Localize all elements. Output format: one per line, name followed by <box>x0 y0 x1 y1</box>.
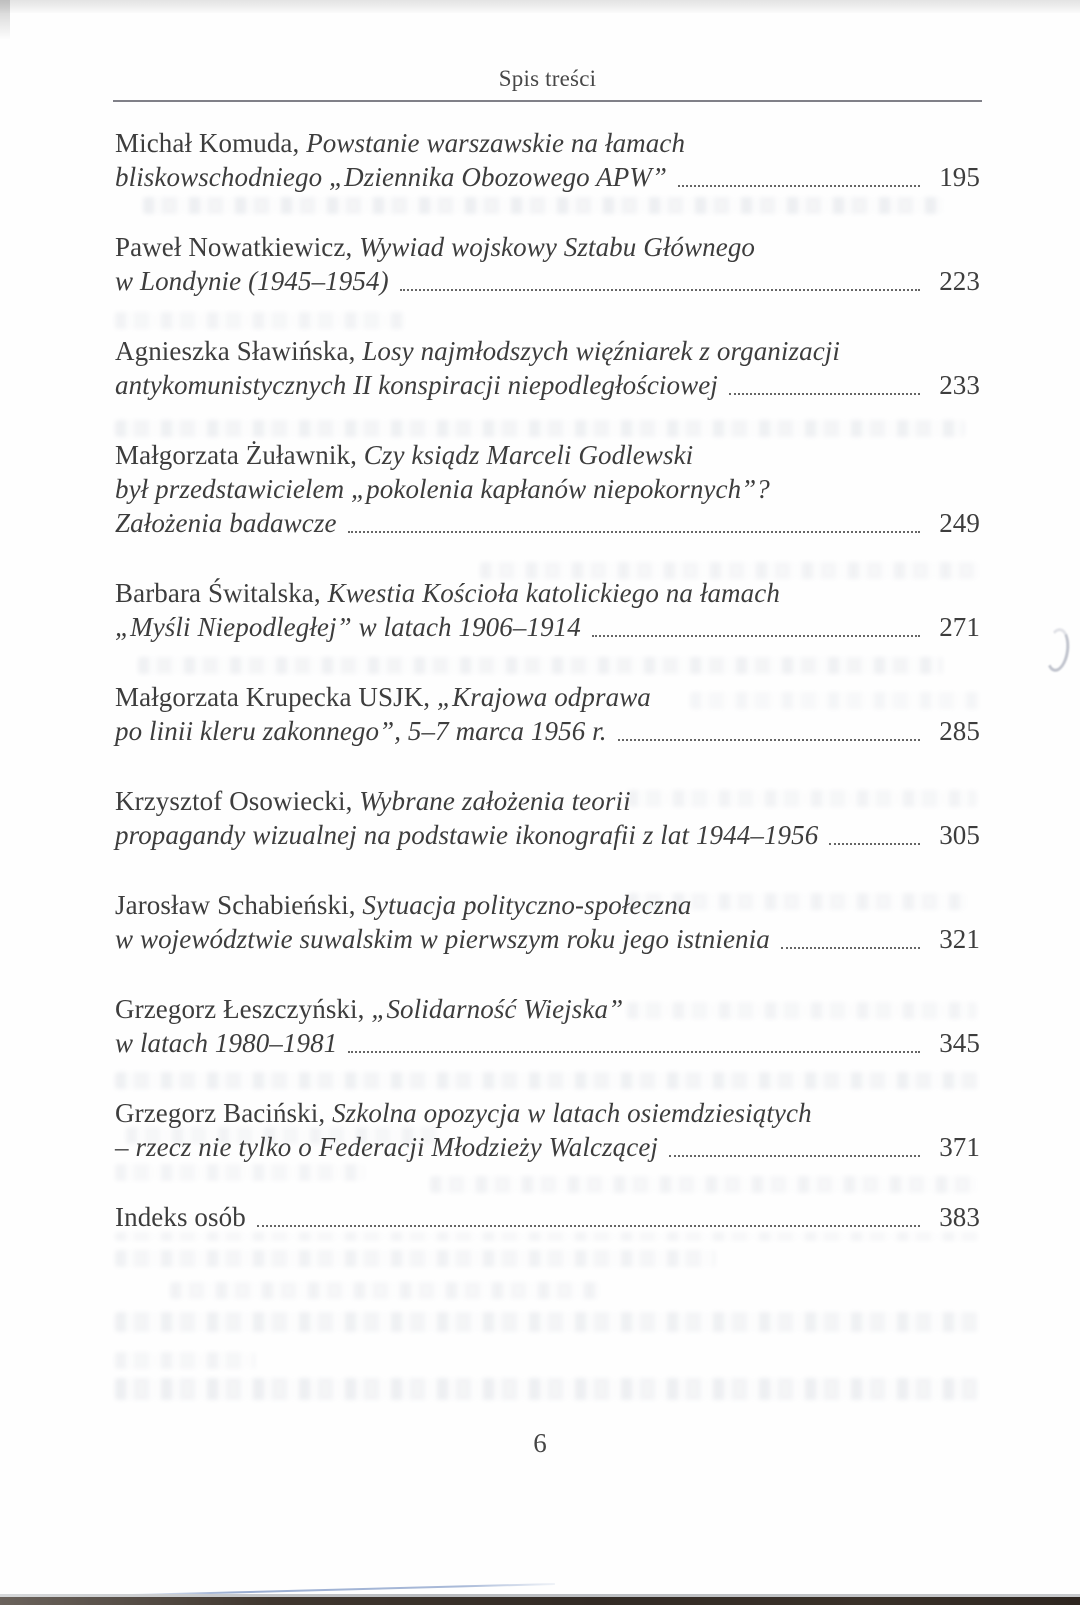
bleedthrough-artifact <box>115 1312 978 1332</box>
toc-page-number: 271 <box>939 612 980 642</box>
toc-title: Kwestia Kościoła katolickiego na łamach <box>327 578 780 608</box>
toc-entry-text <box>115 714 607 748</box>
scan-bottom-edge <box>0 1597 1080 1605</box>
toc-title: – rzecz nie tylko o Federacji Młodzieży Walczącej <box>115 1132 659 1162</box>
header-rule <box>113 100 982 102</box>
toc-title: propagandy wizualnej na podstawie ikonografii z lat 1944–1956 <box>115 820 819 850</box>
toc-title: w latach 1980–1981 <box>115 1028 338 1058</box>
toc-title: w województwie suwalskim w pierwszym roku jego istnienia <box>115 924 770 954</box>
toc-entry-text <box>115 1098 812 1128</box>
toc-author: Małgorzata Krupecka USJK, <box>115 682 437 712</box>
toc-entry <box>115 784 980 852</box>
toc-entry-line <box>115 438 980 472</box>
toc-page-number: 321 <box>939 924 980 954</box>
toc-entry-text <box>115 368 718 402</box>
toc-entry <box>115 576 980 644</box>
toc-list <box>115 126 980 1234</box>
dotted-leader <box>729 393 920 395</box>
toc-entry-line <box>115 784 980 818</box>
toc-entry-line <box>115 680 980 714</box>
toc-entry-text <box>115 1130 658 1164</box>
toc-page-number: 249 <box>939 508 980 538</box>
toc-page-number: 285 <box>939 716 980 746</box>
toc-entry-line <box>115 922 980 956</box>
toc-entry <box>115 888 980 956</box>
dotted-leader <box>348 1051 920 1053</box>
page-header <box>115 0 980 102</box>
toc-page-number: 195 <box>939 162 980 192</box>
toc-author: Krzysztof Osowiecki, <box>115 786 360 816</box>
toc-entry-line <box>115 1026 980 1060</box>
toc-author: Paweł Nowatkiewicz, <box>115 232 360 262</box>
toc-page-number: 305 <box>939 820 980 850</box>
toc-entry-line <box>115 472 980 506</box>
toc-entry-line <box>115 160 980 194</box>
toc-entry <box>115 230 980 298</box>
toc-entry-line <box>115 992 980 1026</box>
toc-entry-text <box>115 264 389 298</box>
toc-entry-text <box>115 786 631 816</box>
toc-entry-line <box>115 264 980 298</box>
toc-entry-text <box>115 578 780 608</box>
toc-entry-line <box>115 714 980 748</box>
toc-title: Czy ksiądz Marceli Godlewski <box>363 440 694 470</box>
toc-page-number: 383 <box>939 1202 980 1232</box>
toc-entry <box>115 680 980 748</box>
toc-entry-text <box>115 232 755 262</box>
toc-entry <box>115 334 980 402</box>
dotted-leader <box>669 1155 920 1157</box>
toc-title: „Myśli Niepodległej” w latach 1906–1914 <box>115 612 581 642</box>
dotted-leader <box>678 185 920 187</box>
toc-entry-line <box>115 610 980 644</box>
toc-entry <box>115 992 980 1060</box>
toc-author: Jarosław Schabieński, <box>115 890 363 920</box>
toc-title: „Krajowa odprawa <box>437 682 651 712</box>
toc-entry-text <box>115 474 770 504</box>
toc-entry-line <box>115 126 980 160</box>
toc-title: Założenia badawcze <box>115 508 337 538</box>
scan-corner-artifact <box>0 0 10 40</box>
toc-page-number: 371 <box>939 1132 980 1162</box>
toc-entry-text <box>115 610 581 644</box>
toc-entry-line <box>115 818 980 852</box>
toc-entry-text <box>115 1200 246 1234</box>
toc-title: Wywiad wojskowy Sztabu Głównego <box>359 232 756 262</box>
toc-entry-line <box>115 506 980 540</box>
toc-entry-text <box>115 682 651 712</box>
dotted-leader <box>257 1225 920 1227</box>
toc-entry <box>115 126 980 194</box>
toc-title: Losy najmłodszych więźniarek z organizacji <box>362 336 840 366</box>
toc-entry-line <box>115 368 980 402</box>
toc-title: antykomunistycznych II konspiracji niepodległościowej <box>115 370 718 400</box>
bleedthrough-artifact <box>170 1282 600 1299</box>
toc-title: w Londynie (1945–1954) <box>115 266 389 296</box>
margin-smudge-artifact <box>1043 627 1072 674</box>
toc-entry-text <box>115 506 337 540</box>
toc-author: Indeks osób <box>115 1202 246 1232</box>
toc-entry-line <box>115 888 980 922</box>
toc-entry-line <box>115 1096 980 1130</box>
bleedthrough-artifact <box>115 1352 255 1369</box>
toc-entry-text <box>115 160 667 194</box>
toc-title: Szkolna opozycja w latach osiemdziesiątych <box>332 1098 812 1128</box>
toc-title: Sytuacja polityczno-społeczna <box>362 890 692 920</box>
dotted-leader <box>400 289 920 291</box>
toc-entry-line <box>115 230 980 264</box>
toc-page-number: 233 <box>939 370 980 400</box>
dotted-leader <box>348 531 920 533</box>
dotted-leader <box>592 635 920 637</box>
toc-entry-line <box>115 576 980 610</box>
toc-entry-text <box>115 336 840 366</box>
dotted-leader <box>618 739 920 741</box>
dotted-leader <box>781 947 920 949</box>
toc-author: Małgorzata Żuławnik, <box>115 440 364 470</box>
toc-entry-line <box>115 1200 980 1234</box>
bleedthrough-artifact <box>115 1378 978 1400</box>
toc-title: był przedstawicielem „pokolenia kapłanów niepokornych”? <box>115 474 770 504</box>
toc-entry <box>115 438 980 540</box>
folio-page-number: 6 <box>533 1428 547 1458</box>
toc-entry-text <box>115 128 685 158</box>
toc-title: bliskowschodniego „Dziennika Obozowego APW” <box>115 162 668 192</box>
toc-entry-text <box>115 440 693 470</box>
toc-author: Grzegorz Łeszczyński, <box>115 994 372 1024</box>
toc-entry-line <box>115 1130 980 1164</box>
toc-entry-text <box>115 1026 337 1060</box>
toc-author: Grzegorz Baciński, <box>115 1098 333 1128</box>
dotted-leader <box>829 843 920 845</box>
toc-entry-text <box>115 890 691 920</box>
toc-title: Wybrane założenia teorii <box>359 786 631 816</box>
toc-author: Michał Komuda, <box>115 128 307 158</box>
toc-entry-text <box>115 994 623 1024</box>
toc-entry <box>115 1096 980 1164</box>
toc-author: Barbara Świtalska, <box>115 578 328 608</box>
toc-page-number: 345 <box>939 1028 980 1058</box>
toc-entry <box>115 1200 980 1234</box>
toc-page-number: 223 <box>939 266 980 296</box>
toc-title: po linii kleru zakonnego”, 5–7 marca 1956 r. <box>115 716 607 746</box>
document-column <box>115 0 980 1270</box>
page-title: Spis treści <box>498 66 597 91</box>
toc-entry-text <box>115 922 770 956</box>
toc-entry-text <box>115 818 818 852</box>
toc-author: Agnieszka Sławińska, <box>115 336 363 366</box>
toc-title: „Solidarność Wiejska” <box>371 994 624 1024</box>
toc-entry-line <box>115 334 980 368</box>
toc-title: Powstanie warszawskie na łamach <box>306 128 686 158</box>
